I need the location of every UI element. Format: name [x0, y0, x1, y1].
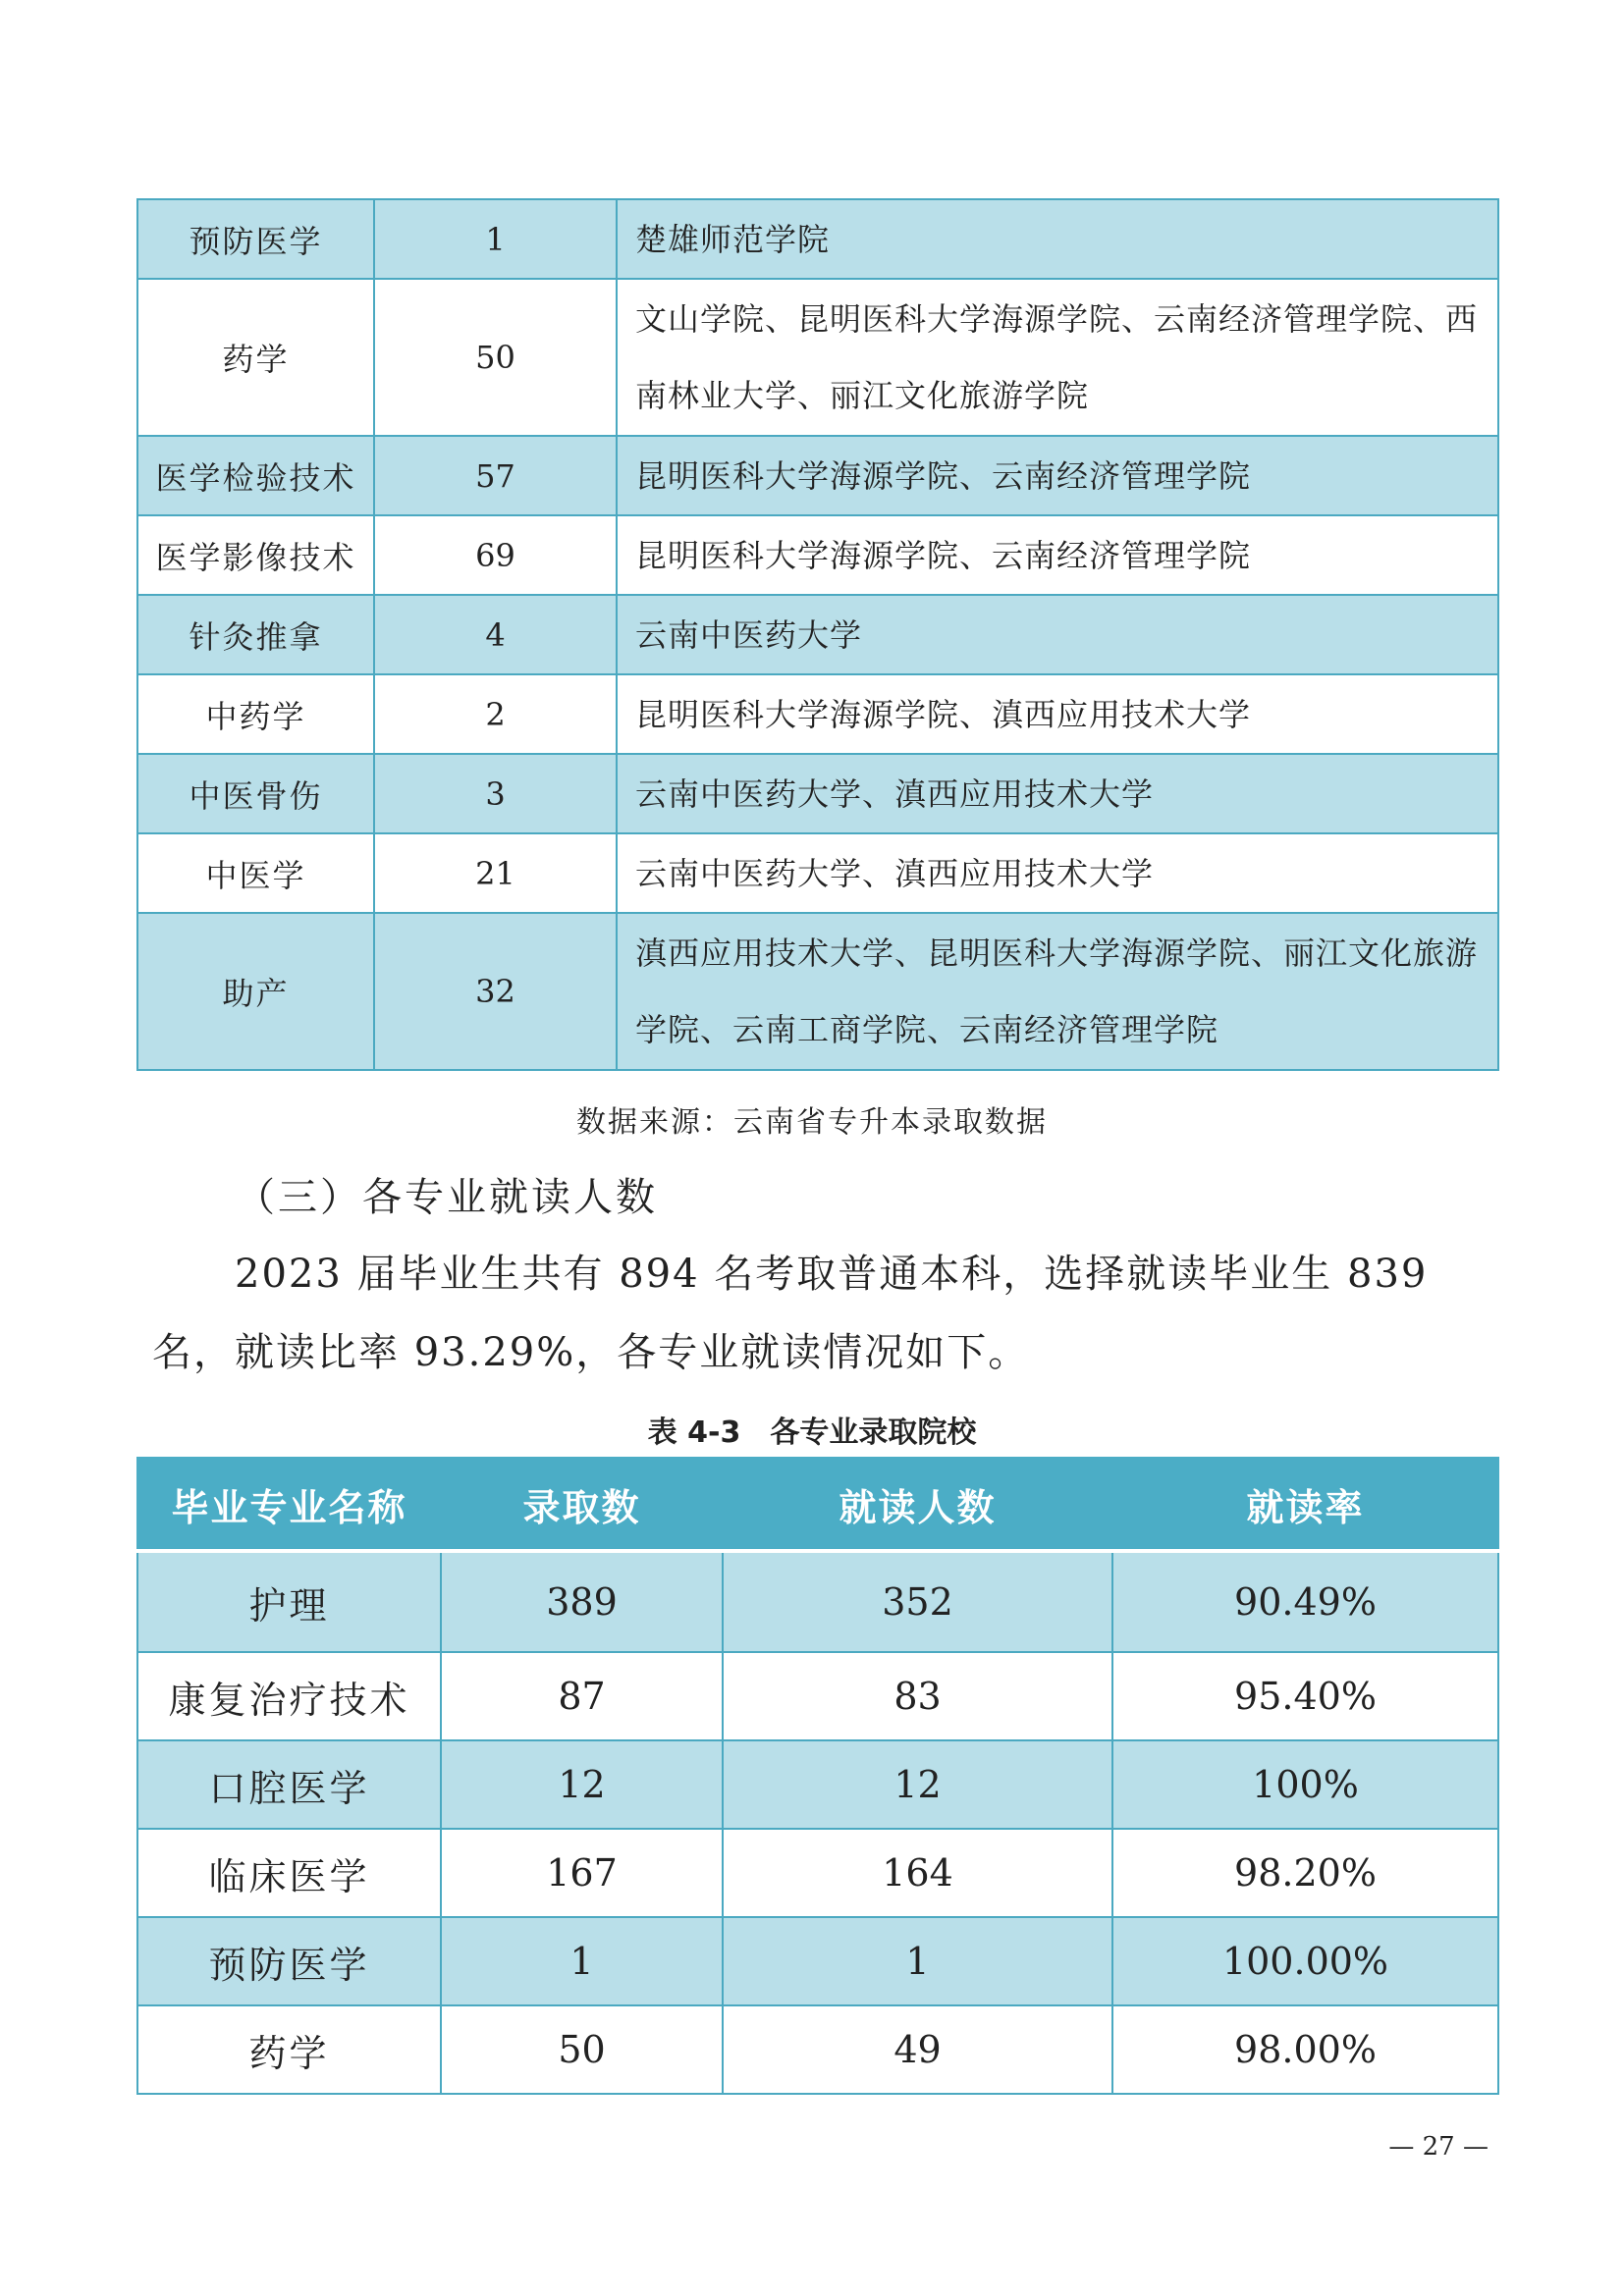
schools-cell: 云南中医药大学: [617, 595, 1498, 674]
major-cell: 助产: [137, 913, 374, 1070]
schools-cell: 昆明医科大学海源学院、云南经济管理学院: [617, 515, 1498, 595]
major-cell: 康复治疗技术: [137, 1652, 441, 1740]
admitted-cell: 1: [441, 1917, 723, 2005]
table-row: [137, 279, 1498, 436]
major-cell: 针灸推拿: [137, 595, 374, 674]
enrolled-cell: 83: [723, 1652, 1112, 1740]
table-row: [137, 1829, 1498, 1917]
admitted-cell: 389: [441, 1551, 723, 1652]
enrolled-cell: 1: [723, 1917, 1112, 2005]
major-cell: 中医骨伤: [137, 754, 374, 833]
enrolled-cell: 352: [723, 1551, 1112, 1652]
admitted-cell: 50: [441, 2005, 723, 2094]
table-row: [137, 1652, 1498, 1740]
table-row: [137, 595, 1498, 674]
schools-cell: 文山学院、昆明医科大学海源学院、云南经济管理学院、西南林业大学、丽江文化旅游学院: [617, 279, 1498, 436]
schools-cell: 昆明医科大学海源学院、云南经济管理学院: [617, 436, 1498, 515]
count-cell: 1: [374, 199, 617, 279]
enrolled-cell: 164: [723, 1829, 1112, 1917]
count-cell: 4: [374, 595, 617, 674]
table-row: [137, 913, 1498, 1070]
major-cell: 药学: [137, 279, 374, 436]
table-caption: 表 4-3 各专业录取院校: [647, 1415, 977, 1450]
count-cell: 2: [374, 674, 617, 754]
source-note: 数据来源：云南省专升本录取数据: [576, 1105, 1048, 1140]
table-row: [137, 2005, 1498, 2094]
major-cell: 医学影像技术: [137, 515, 374, 595]
schools-cell: 昆明医科大学海源学院、滇西应用技术大学: [617, 674, 1498, 754]
header-major: 毕业专业名称: [137, 1458, 441, 1551]
header-admitted: 录取数: [441, 1458, 723, 1551]
major-cell: 临床医学: [137, 1829, 441, 1917]
table-row: [137, 515, 1498, 595]
count-cell: 32: [374, 913, 617, 1070]
table-row: [137, 1917, 1498, 2005]
major-cell: 医学检验技术: [137, 436, 374, 515]
table-row: [137, 436, 1498, 515]
major-cell: 预防医学: [137, 1917, 441, 2005]
table-header-row: [137, 1458, 1498, 1551]
schools-cell: 楚雄师范学院: [617, 199, 1498, 279]
section-heading: （三）各专业就读人数: [236, 1175, 658, 1220]
rate-cell: 100.00%: [1112, 1917, 1498, 2005]
header-rate: 就读率: [1112, 1458, 1498, 1551]
admitted-cell: 167: [441, 1829, 723, 1917]
rate-cell: 90.49%: [1112, 1551, 1498, 1652]
table-row: [137, 833, 1498, 913]
schools-cell: 滇西应用技术大学、昆明医科大学海源学院、丽江文化旅游学院、云南工商学院、云南经济管理学院: [617, 913, 1498, 1070]
table-row: [137, 754, 1498, 833]
rate-cell: 98.20%: [1112, 1829, 1498, 1917]
major-cell: 口腔医学: [137, 1740, 441, 1829]
major-cell: 中药学: [137, 674, 374, 754]
rate-cell: 98.00%: [1112, 2005, 1498, 2094]
rate-cell: 100%: [1112, 1740, 1498, 1829]
page-number: — 27 —: [1388, 2132, 1489, 2162]
admitted-cell: 12: [441, 1740, 723, 1829]
table-row: [137, 1740, 1498, 1829]
major-cell: 预防医学: [137, 199, 374, 279]
enrollment-table: [136, 1457, 1499, 2095]
schools-cell: 云南中医药大学、滇西应用技术大学: [617, 754, 1498, 833]
admission-schools-table: [136, 198, 1499, 1071]
count-cell: 3: [374, 754, 617, 833]
body-paragraph: 2023 届毕业生共有 894 名考取普通本科，选择就读毕业生 839 名，就读比率 93.29%，各专业就读情况如下。: [152, 1252, 1429, 1375]
count-cell: 21: [374, 833, 617, 913]
major-cell: 护理: [137, 1551, 441, 1652]
rate-cell: 95.40%: [1112, 1652, 1498, 1740]
schools-cell: 云南中医药大学、滇西应用技术大学: [617, 833, 1498, 913]
count-cell: 50: [374, 279, 617, 436]
admitted-cell: 87: [441, 1652, 723, 1740]
count-cell: 69: [374, 515, 617, 595]
table-row: [137, 199, 1498, 279]
table-row: [137, 674, 1498, 754]
major-cell: 中医学: [137, 833, 374, 913]
major-cell: 药学: [137, 2005, 441, 2094]
table-row: [137, 1551, 1498, 1652]
header-enrolled: 就读人数: [723, 1458, 1112, 1551]
enrolled-cell: 49: [723, 2005, 1112, 2094]
count-cell: 57: [374, 436, 617, 515]
enrolled-cell: 12: [723, 1740, 1112, 1829]
